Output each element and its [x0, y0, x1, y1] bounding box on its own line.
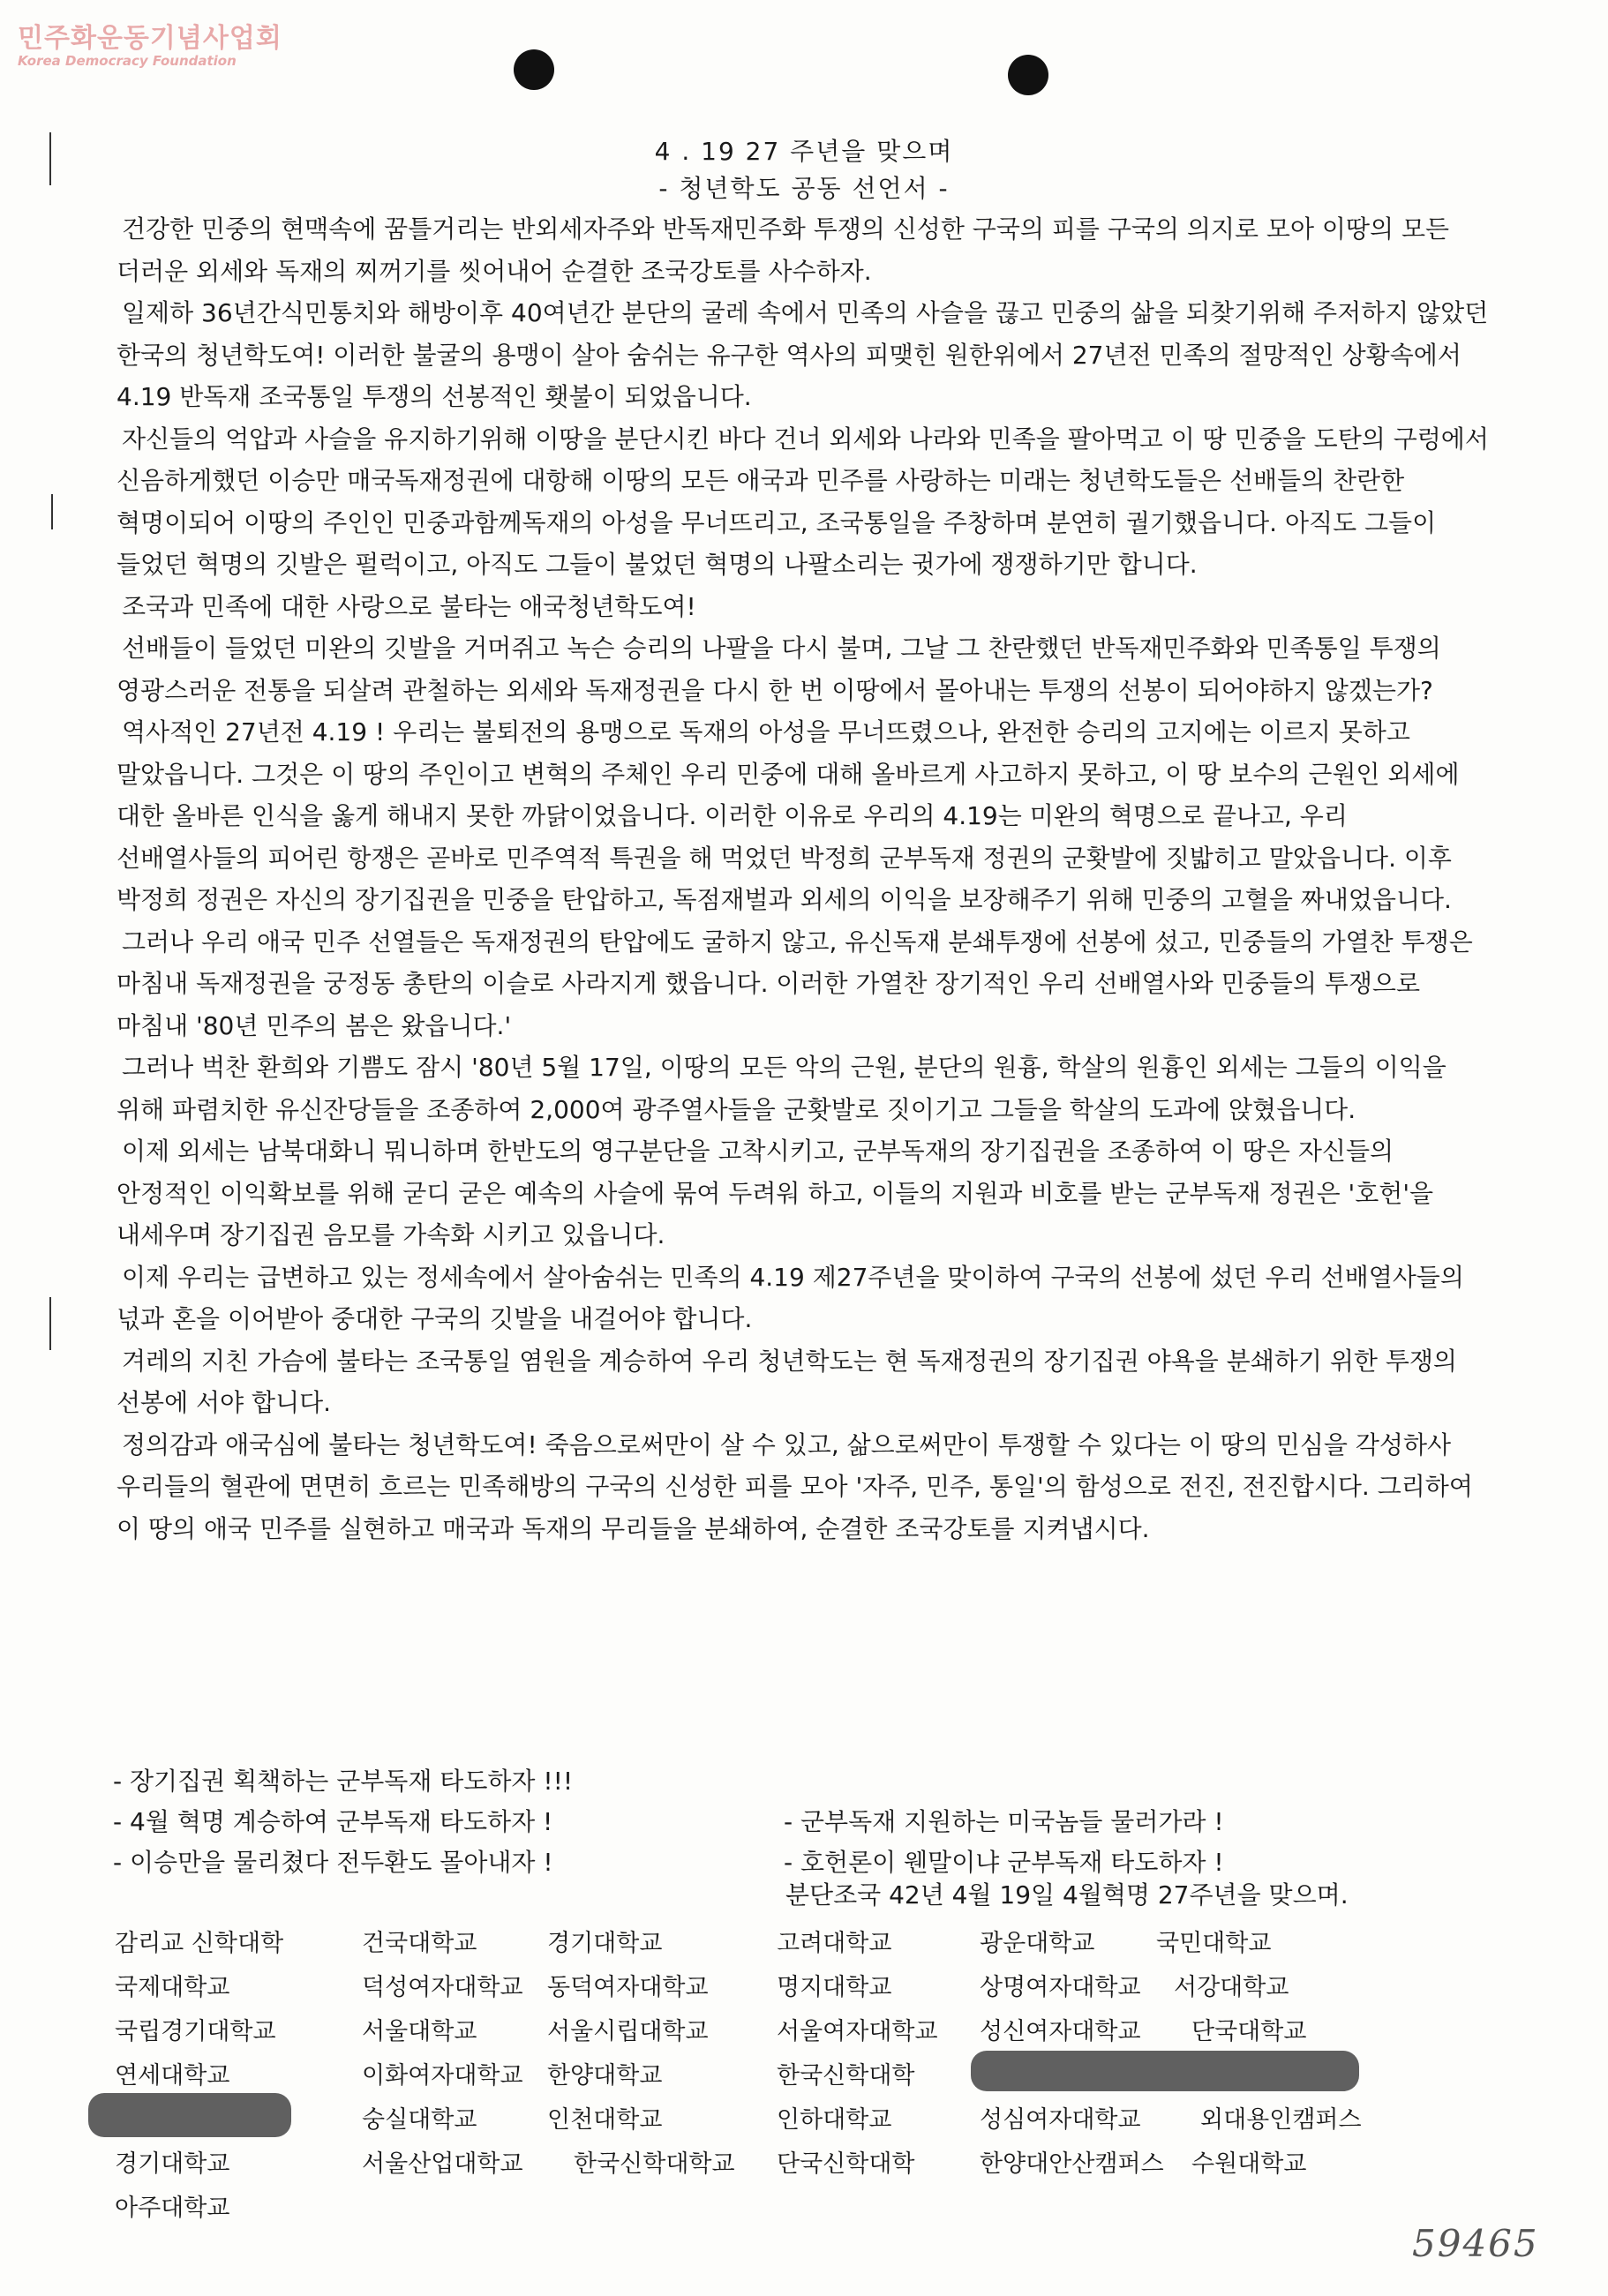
slogan — [784, 1761, 1454, 1802]
university-name: 동덕여자대학교 — [547, 1974, 709, 2001]
university-name: 감리교 신학대학 — [115, 1930, 284, 1957]
punch-hole-right — [1008, 55, 1048, 95]
university-name: 성신여자대학교 — [980, 2018, 1141, 2045]
university-name: 숭실대학교 — [362, 2106, 477, 2134]
signatory-universities — [115, 1924, 1439, 2232]
university-name: 명지대학교 — [777, 1974, 892, 2001]
university-name: 단국신학대학 — [777, 2150, 915, 2178]
university-name: 서울시립대학교 — [547, 2018, 709, 2045]
university-row — [115, 2144, 1439, 2188]
paragraph: 선배들이 들었던 미완의 깃발을 거머쥐고 녹슨 승리의 나팔을 다시 불며, 그날 그 찬란했던 반독재민주화와 민족통일 투쟁의 영광스러운 전통을 되살려 관철하는 외세와 독재정권을 다시 한 번 이땅에서 몰아내는 투쟁의 선봉이 되어야하지 않겠는가? — [116, 634, 1441, 705]
paragraph: 건강한 민중의 현맥속에 꿈틀거리는 반외세자주와 반독재민주화 투쟁의 신성한 구국의 피를 구국의 의지로 모아 이땅의 모든 더러운 외세와 독재의 찌꺼기를 씻어내어 순결한 조국강토를 사수하자. — [116, 214, 1450, 286]
university-name: 국립경기대학교 — [115, 2018, 276, 2045]
slogan-row — [113, 1802, 1454, 1842]
edge-mark — [51, 494, 53, 529]
university-name: 단국대학교 — [1191, 2018, 1307, 2045]
university-name: 서울대학교 — [362, 2018, 477, 2045]
paragraph: 역사적인 27년전 4.19 ! 우리는 불퇴전의 용맹으로 독재의 아성을 무너뜨렸으나, 완전한 승리의 고지에는 이르지 못하고 말았읍니다. 그것은 이 땅의 주인이고 변혁의 주체인 우리 민중에 대해 올바르게 사고하지 못하고, 이 땅 보수의 근원인 외세에 대한 올바른 인식을 옳게 해내지 못한 까닭이었읍니다. 이러한 이유로 우리의 4.19는 미완의 혁명으로 끝나고, 우리 선배열사들의 피어린 항쟁은 곧바로 민주역적 특권을 해 먹었던 박정희 군부독재 정권의 군홧발에 짓밟히고 말았읍니다. 이후 박정희 정권은 자신의 장기집권을 민중을 탄압하고, 독점재벌과 외세의 이익을 보장해주기 위해 민중의 고혈을 짜내었읍니다. — [116, 717, 1460, 914]
edge-mark — [49, 1297, 51, 1350]
university-name: 한양대안산캠퍼스 — [980, 2150, 1164, 2178]
document-title: 4 . 19 27 주년을 맞으며 — [654, 137, 954, 166]
paragraph: 이제 외세는 남북대화니 뭐니하며 한반도의 영구분단을 고착시키고, 군부독재의 장기집권을 조종하여 이 땅은 자신들의 안정적인 이익확보를 위해 굳디 굳은 예속의 사슬에 묶여 두려워 하고, 이들의 지원과 비호를 받는 군부독재 정권은 '호헌'을 내세우며 장기집권 음모를 가속화 시키고 있읍니다. — [116, 1137, 1434, 1249]
watermark-english: Korea Democracy Foundation — [18, 53, 237, 69]
redaction-mark — [971, 2051, 1359, 2091]
paragraph: 그러나 우리 애국 민주 선열들은 독재정권의 탄압에도 굴하지 않고, 유신독재 분쇄투쟁에 선봉에 섰고, 민중들의 가열찬 투쟁은 마침내 독재정권을 궁정동 총탄의 이슬로 사라지게 했읍니다. 이러한 가열찬 장기적인 우리 선배열사와 민중들의 투쟁으로 마침내 '80년 민주의 봄은 왔읍니다.' — [116, 927, 1473, 1040]
slogan: - 4월 혁명 계승하여 군부독재 타도하자 ! — [113, 1807, 553, 1836]
declaration-body — [116, 208, 1493, 1549]
university-name: 한양대학교 — [547, 2062, 663, 2090]
university-name: 인하대학교 — [777, 2106, 892, 2134]
university-name: 한국신학대학교 — [574, 2150, 735, 2178]
redaction-mark — [88, 2093, 291, 2137]
slogan: - 군부독재 지원하는 미국놈들 물러가라 ! — [784, 1807, 1224, 1836]
university-name: 서울산업대학교 — [362, 2150, 523, 2178]
university-name: 한국신학대학 — [777, 2062, 915, 2090]
slogan-row — [113, 1761, 1454, 1802]
slogan: - 호헌론이 웬말이냐 군부독재 타도하자 ! — [784, 1848, 1224, 1877]
university-name: 고려대학교 — [777, 1930, 892, 1957]
document-subtitle: - 청년학도 공동 선언서 - — [658, 174, 950, 203]
university-name: 경기대학교 — [115, 2150, 230, 2178]
university-row — [115, 2056, 1439, 2100]
university-name: 수원대학교 — [1191, 2150, 1307, 2178]
university-name: 인천대학교 — [547, 2106, 663, 2134]
university-name: 아주대학교 — [115, 2195, 230, 2222]
handwritten-document-number: 59465 — [1412, 2222, 1539, 2265]
university-name: 서울여자대학교 — [777, 2018, 938, 2045]
watermark-korean: 민주화운동기념사업회 — [18, 23, 282, 54]
university-name: 광운대학교 — [980, 1930, 1095, 1957]
slogan-list — [113, 1761, 1454, 1883]
university-row — [115, 2188, 1439, 2232]
paragraph: 자신들의 억압과 사슬을 유지하기위해 이땅을 분단시킨 바다 건너 외세와 나라와 민족을 팔아먹고 이 땅 민중을 도탄의 구렁에서 신음하게했던 이승만 매국독재정권에 대항해 이땅의 모든 애국과 민주를 사랑하는 미래는 청년학도들은 선배들의 찬란한 혁명이되어 이땅의 주인인 민중과함께독재의 아성을 무너뜨리고, 조국통일을 주창하며 분연히 궐기했읍니다. 아직도 그들이 들었던 혁명의 깃발은 펄럭이고, 아직도 그들이 불었던 혁명의 나팔소리는 귓가에 쟁쟁하기만 합니다. — [116, 424, 1489, 579]
university-name: 국민대학교 — [1156, 1930, 1272, 1957]
paragraph: 이제 우리는 급변하고 있는 정세속에서 살아숨쉬는 민족의 4.19 제27주년을 맞이하여 구국의 선봉에 섰던 우리 선배열사들의 넋과 혼을 이어받아 중대한 구국의 깃발을 내걸어야 합니다. — [116, 1262, 1464, 1333]
university-row — [115, 1968, 1439, 2012]
university-name: 덕성여자대학교 — [362, 1974, 523, 2001]
university-row — [115, 2100, 1439, 2144]
paragraph: 겨레의 지친 가슴에 불타는 조국통일 염원을 계승하여 우리 청년학도는 현 독재정권의 장기집권 야욕을 분쇄하기 위한 투쟁의 선봉에 서야 합니다. — [116, 1346, 1457, 1417]
university-row — [115, 1924, 1439, 1968]
paragraph: 조국과 민족에 대한 사랑으로 불타는 애국청년학도여! — [122, 591, 696, 621]
university-name: 외대용인캠퍼스 — [1200, 2106, 1362, 2134]
paragraph: 정의감과 애국심에 불타는 청년학도여! 죽음으로써만이 살 수 있고, 삶으로써만이 투쟁할 수 있다는 이 땅의 민심을 각성하사 우리들의 혈관에 면면히 흐르는 민족해방의 구국의 신성한 피를 모아 '자주, 민주, 통일'의 함성으로 전진, 전진합시다. 그리하여 이 땅의 애국 민주를 실현하고 매국과 독재의 무리들을 분쇄하여, 순결한 조국강토를 지켜냅시다. — [116, 1429, 1473, 1543]
university-row — [115, 2012, 1439, 2056]
university-name: 연세대학교 — [115, 2062, 230, 2090]
dateline: 분단조국 42년 4월 19일 4월혁명 27주년을 맞으며. — [785, 1880, 1349, 1910]
slogan: - 이승만을 물리쳤다 전두환도 몰아내자 ! — [113, 1848, 553, 1877]
watermark — [18, 16, 282, 69]
university-name: 이화여자대학교 — [362, 2062, 523, 2090]
university-name: 상명여자대학교 — [980, 1974, 1141, 2001]
paragraph: 그러나 벅찬 환희와 기쁨도 잠시 '80년 5월 17일, 이땅의 모든 악의 근원, 분단의 원흉, 학살의 원흉인 외세는 그들의 이익을 위해 파렴치한 유신잔당들을 조종하여 2,000여 광주열사들을 군홧발로 짓이기고 그들을 학살의 도과에 앉혔읍니다. — [116, 1053, 1446, 1124]
university-name: 국제대학교 — [115, 1974, 230, 2001]
university-name: 성심여자대학교 — [980, 2106, 1141, 2134]
university-name: 서강대학교 — [1174, 1974, 1289, 2001]
university-name: 건국대학교 — [362, 1930, 477, 1957]
slogan: - 장기집권 획책하는 군부독재 타도하자 !!! — [113, 1767, 574, 1796]
university-name: 경기대학교 — [547, 1930, 663, 1957]
paragraph: 일제하 36년간식민통치와 해방이후 40여년간 분단의 굴레 속에서 민족의 사슬을 끊고 민중의 삶을 되찾기위해 주저하지 않았던 한국의 청년학도여! 이러한 불굴의 용맹이 살아 숨쉬는 유구한 역사의 피맺힌 원한위에서 27년전 민족의 절망적인 상황속에서 4.19 반독재 조국통일 투쟁의 선봉적인 횃불이 되었읍니다. — [116, 298, 1489, 411]
punch-hole-left — [514, 49, 554, 90]
